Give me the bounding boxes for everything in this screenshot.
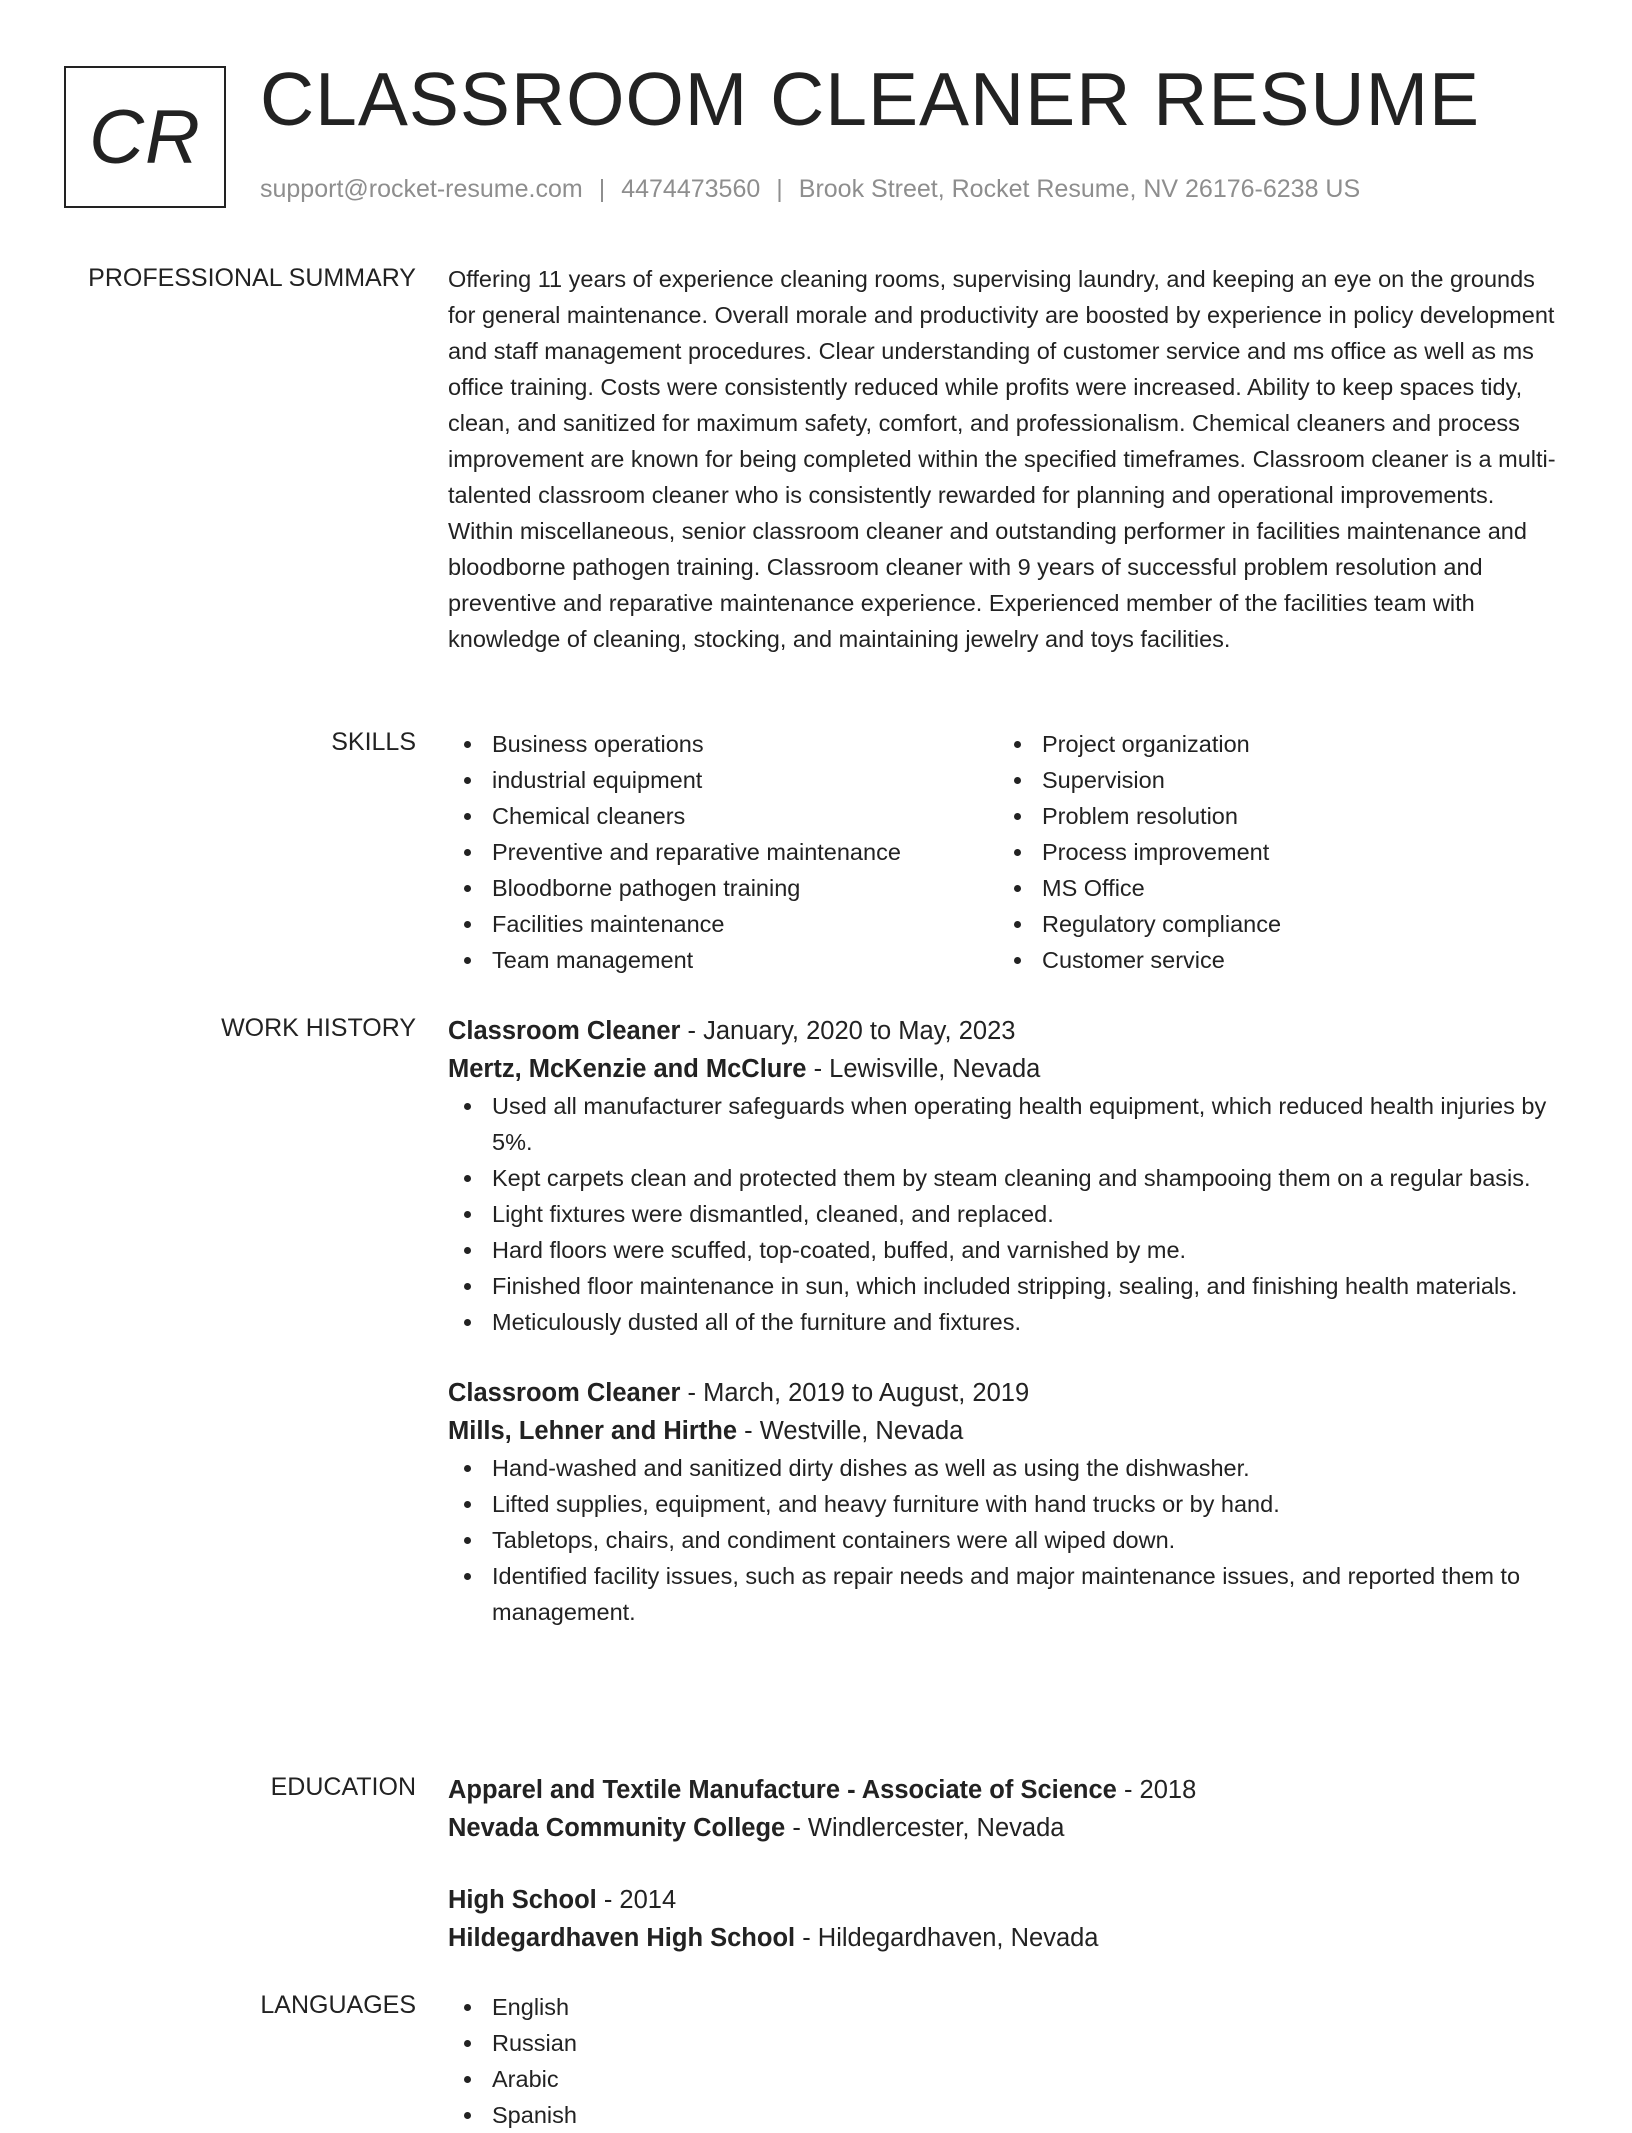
skill-item: Bloodborne pathogen training [448,870,998,906]
job-entry [448,1374,1564,1630]
degree-line [448,1771,1564,1809]
job-company: Mertz, McKenzie and McClure [448,1055,807,1083]
skill-item: Regulatory compliance [998,906,1548,942]
contact-separator: | [776,175,783,203]
job-company: Mills, Lehner and Hirthe [448,1417,738,1445]
education-entry [448,1881,1564,1957]
skills-columns [448,726,1564,978]
contact-email: support@rocket-resume.com [260,175,583,203]
job-dates: - March, 2019 to August, 2019 [680,1379,1030,1407]
job-title: Classroom Cleaner [448,1017,681,1045]
job-duty: Light fixtures were dismantled, cleaned, and replaced. [448,1196,1564,1232]
skill-item: Business operations [448,726,998,762]
skill-item: Customer service [998,942,1548,978]
language-item: Russian [448,2025,1564,2061]
school-line [448,1919,1564,1957]
languages-list [448,1989,1564,2133]
job-duty: Hard floors were scuffed, top-coated, buffed, and varnished by me. [448,1232,1564,1268]
section-label-education: EDUCATION [270,1773,416,1801]
education-body [448,1771,1564,1957]
job-location: - Lewisville, Nevada [806,1055,1041,1083]
language-item: Arabic [448,2061,1564,2097]
language-item: English [448,1989,1564,2025]
contact-separator: | [598,175,606,203]
skill-item: industrial equipment [448,762,998,798]
job-duties-list [448,1450,1564,1630]
skills-list-left [448,726,998,978]
degree-year: - 2014 [596,1886,677,1914]
skill-item: Problem resolution [998,798,1548,834]
job-title: Classroom Cleaner [448,1379,681,1407]
job-duty: Tabletops, chairs, and condiment containers were all wiped down. [448,1522,1564,1558]
school-location: - Hildegardhaven, Nevada [795,1924,1099,1952]
job-duty: Meticulously dusted all of the furniture and fixtures. [448,1304,1564,1340]
monogram-logo: CR [64,66,226,208]
skill-item: Supervision [998,762,1548,798]
school: Hildegardhaven High School [448,1924,796,1952]
degree: Apparel and Textile Manufacture - Associate of Science [448,1776,1117,1804]
languages-body [448,1989,1564,2133]
section-label-skills: SKILLS [331,728,416,756]
job-dates: - January, 2020 to May, 2023 [680,1017,1016,1045]
job-company-line [448,1412,1564,1450]
contact-phone: 4474473560 [621,175,761,203]
job-title-line [448,1012,1564,1050]
job-duties-list [448,1088,1564,1340]
skill-item: Team management [448,942,998,978]
skill-item: Chemical cleaners [448,798,998,834]
skill-item: Project organization [998,726,1548,762]
contact-address: Brook Street, Rocket Resume, NV 26176-6238 US [798,175,1361,203]
school-line [448,1809,1564,1847]
job-duty: Kept carpets clean and protected them by steam cleaning and shampooing them on a regular basis. [448,1160,1564,1196]
job-entry [448,1012,1564,1340]
education-entry [448,1771,1564,1847]
school-location: - Windlercester, Nevada [785,1814,1065,1842]
job-duty: Finished floor maintenance in sun, which included stripping, sealing, and finishing health materials. [448,1268,1564,1304]
section-label-work-history: WORK HISTORY [221,1014,416,1042]
contact-line [260,175,1360,204]
skill-item: MS Office [998,870,1548,906]
skill-item: Preventive and reparative maintenance [448,834,998,870]
school: Nevada Community College [448,1814,786,1842]
skill-item: Process improvement [998,834,1548,870]
degree-line [448,1881,1564,1919]
job-title-line [448,1374,1564,1412]
job-company-line [448,1050,1564,1088]
section-label-languages: LANGUAGES [260,1991,416,2019]
work-history-body [448,1012,1564,1630]
job-duty: Used all manufacturer safeguards when operating health equipment, which reduced health injuries by 5%. [448,1088,1564,1160]
job-location: - Westville, Nevada [737,1417,964,1445]
skill-item: Facilities maintenance [448,906,998,942]
job-duty: Identified facility issues, such as repair needs and major maintenance issues, and reported them to management. [448,1558,1564,1630]
degree-year: - 2018 [1116,1776,1197,1804]
skills-list-right [998,726,1548,978]
summary-body [448,262,1564,657]
summary-text: Offering 11 years of experience cleaning rooms, supervising laundry, and keeping an eye on the grounds for general maintenance. Overall morale and productivity are boosted by experience in policy development and staff management procedures. Clear understanding of customer service and ms office as well as ms office training. Costs were consistently reduced while profits were increased. Ability to keep spaces tidy, clean, and sanitized for maximum safety, comfort, and professionalism. Chemical cleaners and process improvement are known for being completed within the specified timeframes. Classroom cleaner is a multi-talented classroom cleaner who is consistently rewarded for planning and operational improvements. Within miscellaneous, senior classroom cleaner and outstanding performer in facilities maintenance and bloodborne pathogen training. Classroom cleaner with 9 years of successful problem resolution and preventive and reparative maintenance experience. Experienced member of the facilities team with knowledge of cleaning, stocking, and maintaining jewelry and toys facilities. [448,266,1556,652]
job-duty: Lifted supplies, equipment, and heavy furniture with hand trucks or by hand. [448,1486,1564,1522]
section-label-summary: PROFESSIONAL SUMMARY [88,264,416,292]
language-item: Spanish [448,2097,1564,2133]
job-duty: Hand-washed and sanitized dirty dishes as well as using the dishwasher. [448,1450,1564,1486]
degree: High School [448,1886,597,1914]
page-title: CLASSROOM CLEANER RESUME [260,57,1481,141]
